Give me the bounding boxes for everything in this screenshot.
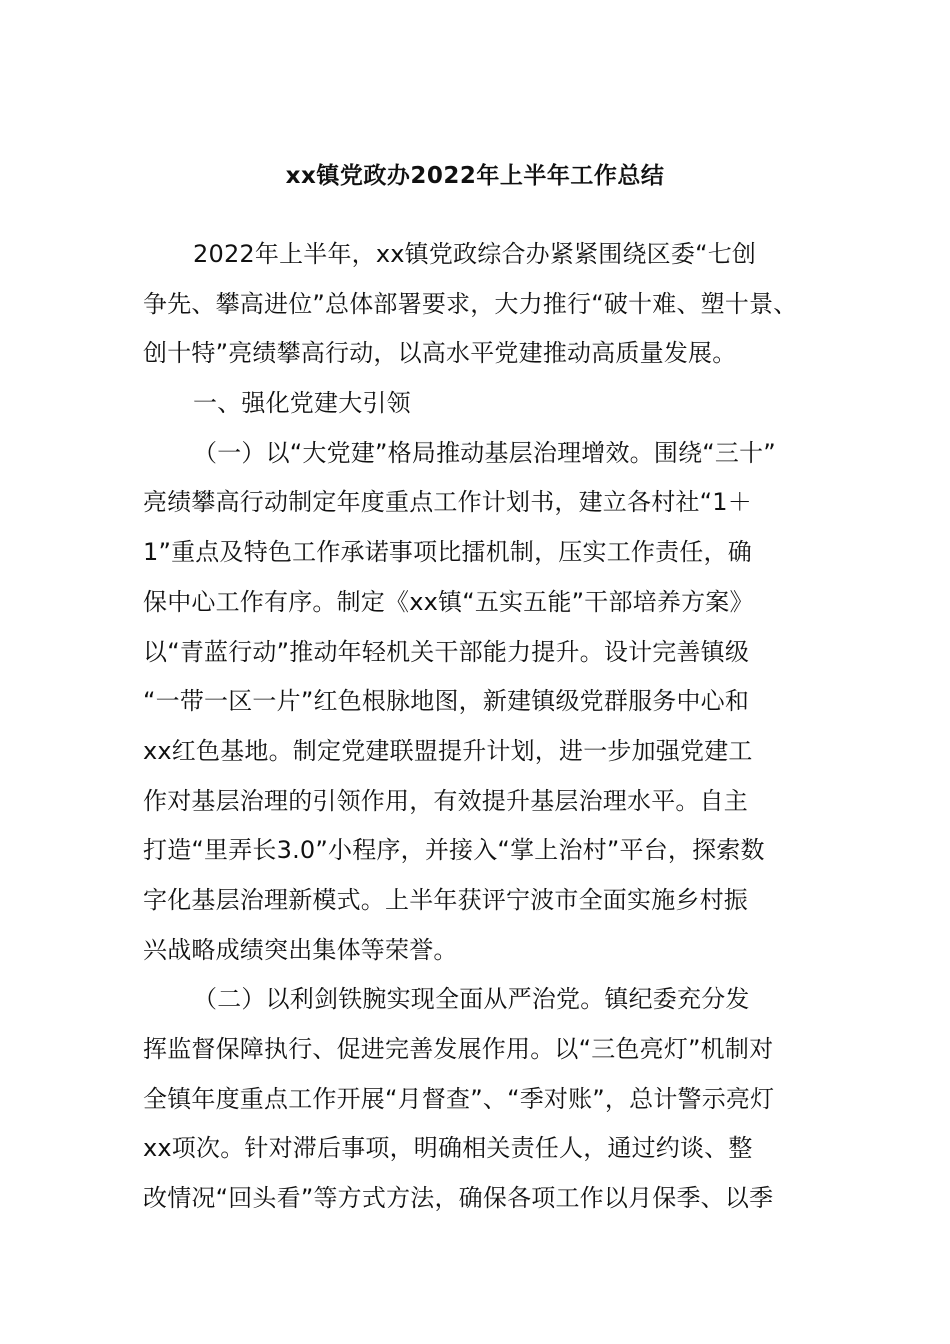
paragraph-one-line: 亮绩攀高行动制定年度重点工作计划书，建立各村社“1＋ xyxy=(143,488,752,517)
paragraph-intro-line: 创十特”亮绩攀高行动，以高水平党建推动高质量发展。 xyxy=(143,339,737,368)
paragraph-intro-line: 2022年上半年，xx镇党政综合办紧紧围绕区委“七创 xyxy=(193,240,757,268)
paragraph-one-line: 兴战略成绩突出集体等荣誉。 xyxy=(143,935,458,964)
paragraph-two-line: 全镇年度重点工作开展“月督查”、“季对账”，总计警示亮灯 xyxy=(143,1084,775,1113)
document-title: xx镇党政办2022年上半年工作总结 xyxy=(285,163,665,189)
paragraph-one-line: xx红色基地。制定党建联盟提升计划，进一步加强党建工 xyxy=(143,736,753,765)
paragraph-two-line: 改情况“回头看”等方式方法，确保各项工作以月保季、以季 xyxy=(143,1184,774,1213)
paragraph-one-line: （一）以“大党建”格局推动基层治理增效。围绕“三十” xyxy=(193,438,776,467)
document-body xyxy=(143,230,823,1224)
paragraph-one-line: 打造“里弄长3.0”小程序，并接入“掌上治村”平台，探索数 xyxy=(143,836,765,865)
paragraph-one-line: 字化基层治理新模式。上半年获评宁波市全面实施乡村振 xyxy=(143,885,748,914)
paragraph-two-line: xx项次。针对滞后事项，明确相关责任人，通过约谈、整 xyxy=(143,1134,753,1163)
section-heading: 一、强化党建大引领 xyxy=(193,389,411,418)
paragraph-one-line: “一带一区一片”红色根脉地图，新建镇级党群服务中心和 xyxy=(143,687,750,716)
paragraph-one-line: 作对基层治理的引领作用，有效提升基层治理水平。自主 xyxy=(143,786,748,815)
paragraph-one-line: 保中心工作有序。制定《xx镇“五实五能”干部培养方案》 xyxy=(143,587,754,616)
paragraph-intro-line: 争先、攀高进位”总体部署要求，大力推行“破十难、塑十景、 xyxy=(143,289,798,318)
paragraph-two-line: 挥监督保障执行、促进完善发展作用。以“三色亮灯”机制对 xyxy=(143,1035,774,1063)
paragraph-two-line: （二）以利剑铁腕实现全面从严治党。镇纪委充分发 xyxy=(193,985,750,1014)
paragraph-one-line: 以“青蓝行动”推动年轻机关干部能力提升。设计完善镇级 xyxy=(143,637,750,666)
paragraph-one-line: 1”重点及特色工作承诺事项比擂机制，压实工作责任，确 xyxy=(143,538,752,567)
